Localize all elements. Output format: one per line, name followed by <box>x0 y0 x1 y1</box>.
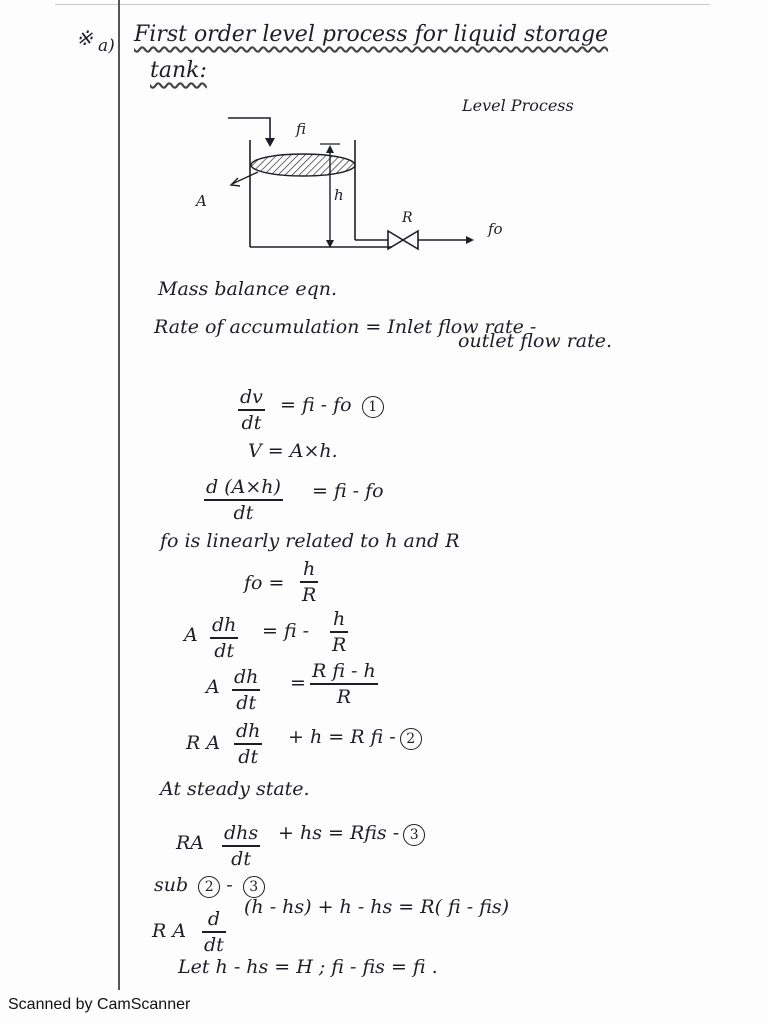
eq2-lhs: R A <box>186 732 221 754</box>
sub-tag-a: 2 <box>198 876 220 898</box>
eq1-fraction: dv dt <box>240 386 263 434</box>
scanner-watermark: Scanned by CamScanner <box>8 996 191 1013</box>
eq-a2-mid: = <box>290 672 306 694</box>
rate-line-2: outlet flow rate. <box>458 330 613 352</box>
outlet-arrow <box>466 236 474 244</box>
fi-label: fi <box>296 120 307 138</box>
title-line-1: First order level process for liquid storage <box>134 22 609 47</box>
inlet-pipe <box>228 118 270 140</box>
eq-dah-fraction: d (A×h) dt <box>206 476 281 524</box>
substitution-line: sub 2 - 3 <box>154 874 265 898</box>
eq-a1-fraction-2: h R <box>332 608 347 656</box>
fo-eq-fraction: h R <box>302 558 317 606</box>
asterisk-mark: ※ <box>76 26 93 50</box>
level-arrow-up <box>326 145 334 153</box>
volume-equation: V = A×h. <box>248 440 338 462</box>
eq-a1-lhs: A <box>184 624 198 646</box>
h-label: h <box>334 186 344 204</box>
area-pointer <box>232 172 258 184</box>
item-label: a) <box>98 36 115 56</box>
eq3-tag: 3 <box>403 824 425 846</box>
valve-right <box>403 231 418 249</box>
eq2-rhs: + h = R fi - 2 <box>288 726 422 750</box>
rate-line-1: Rate of accumulation = Inlet flow rate - <box>154 316 537 338</box>
eq-a1-fraction: dh dt <box>212 614 237 662</box>
fo-eq-lhs: fo = <box>244 572 285 594</box>
eq-a2-fraction-2: R fi - h R <box>312 660 376 708</box>
eq3-fraction: dhs dt <box>224 822 259 870</box>
fo-relation-text: fo is linearly related to h and R <box>160 530 460 552</box>
mass-balance-heading: Mass balance eqn. <box>158 278 338 300</box>
eq4-fraction: d dt <box>204 908 224 956</box>
tank-diagram <box>0 0 768 300</box>
diagram-caption: Level Process <box>462 96 574 115</box>
steady-state-heading: At steady state. <box>160 778 310 800</box>
liquid-surface <box>251 154 355 176</box>
fo-label: fo <box>488 220 503 238</box>
eq-a2-fraction: dh dt <box>234 666 259 714</box>
eq-dah-rhs: = fi - fo <box>312 480 384 502</box>
eq3-rhs: + hs = Rfis - 3 <box>278 822 425 846</box>
eq-a2-lhs: A <box>206 676 220 698</box>
eq4-lhs: R A <box>152 920 187 942</box>
eq1-tag: 1 <box>362 396 384 418</box>
eq-a1-mid: = fi - <box>262 620 310 642</box>
eq1-rhs: = fi - fo 1 <box>280 394 384 418</box>
inlet-arrow <box>265 138 275 147</box>
sub-tag-b: 3 <box>243 876 265 898</box>
r-label: R <box>402 210 413 226</box>
eq2-fraction: dh dt <box>236 720 261 768</box>
let-definition-line: Let h - hs = H ; fi - fis = fi . <box>178 956 438 978</box>
eq3-lhs: RA <box>176 832 205 854</box>
title-line-2: tank: <box>150 58 207 83</box>
eq2-tag: 2 <box>400 728 422 750</box>
a-label: A <box>196 192 207 210</box>
eq4-rhs: (h - hs) + h - hs = R( fi - fis) <box>244 896 510 918</box>
